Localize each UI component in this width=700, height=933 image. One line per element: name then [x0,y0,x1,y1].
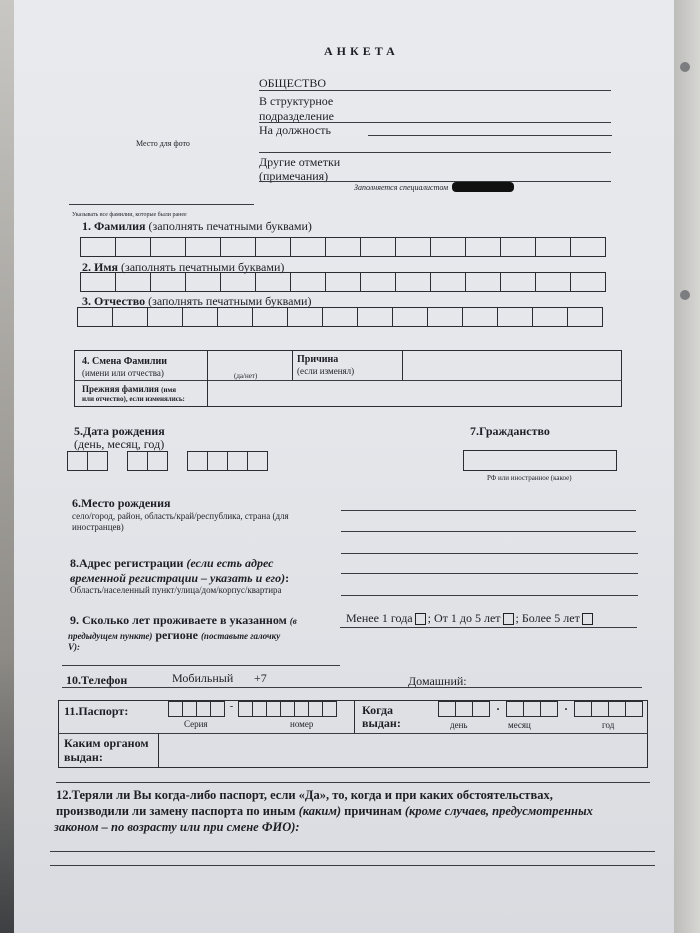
residence-options[interactable]: Менее 1 года ; От 1 до 5 лет ; Более 5 лет [346,611,595,626]
org-field-division: В структурное [259,94,334,108]
citizenship-field[interactable] [463,450,617,471]
passport-label: 11.Паспорт: [64,704,129,718]
binder-right [670,0,700,933]
birthplace-sub2: иностранцев) [72,522,124,532]
org-field-division2: подразделение [259,109,334,123]
reason-sub: (если изменял) [297,366,355,376]
issue-date-cells[interactable]: . . [439,701,643,717]
patronymic-label: 3. Отчество (заполнять печатными буквами) [82,294,312,308]
lost-passport-question-2: производили ли замену паспорта по иным (каким) причинам (кроме случаев, предусмотренных [56,804,593,818]
name-change-label: 4. Смена Фамилии [82,356,168,367]
checkbox-1-to-5-years[interactable] [503,613,514,625]
name-change-sub: (имени или отчества) [82,368,164,378]
issue-year-label: год [602,720,615,730]
filled-by-note: Заполняется специалистом [354,183,449,192]
previous-surname-label: Прежняя фамилия (имя [82,384,177,394]
passport-series-label: Серия [184,719,208,729]
home-phone-label: Домашний: [408,674,467,688]
surname-cells[interactable] [81,237,606,257]
org-field-notes: Другие отметки [259,155,341,169]
patronymic-cells[interactable] [78,307,603,327]
birthdate-sub: (день, месяц, год) [74,437,165,451]
issued-when-label: Когда [362,703,394,717]
phone-label: 10.Телефон [66,673,128,687]
residence-label: 9. Сколько лет проживаете в указанном (в [70,613,297,627]
issue-day-label: день [450,720,468,730]
issue-month-label: месяц [508,720,531,730]
citizenship-label: 7.Гражданство [470,424,550,438]
lost-passport-question-3: законом – по возрасту или при смене ФИО): [54,820,300,834]
issuer-label: Каким органом [64,736,149,750]
page-title: АНКЕТА [324,44,399,58]
registration-note: временной регистрации – указать и его): [70,571,290,585]
mobile-label: Мобильный [172,671,234,685]
org-field-notes2: (примечания) [259,169,329,183]
lost-passport-question-1: 12.Теряли ли Вы когда-либо паспорт, если «Да», то, когда и при каких обстоятельствах, [56,788,553,802]
previous-surname-sub: или отчество), если изменялись: [82,395,185,403]
reason-label: Причина [297,354,339,365]
registration-label: 8.Адрес регистрации (если есть адрес [70,556,274,570]
name-label: 2. Имя (заполнять печатными буквами) [82,260,285,274]
birth-month-cells[interactable] [128,451,168,471]
name-change-yesno[interactable]: (да/нет) [234,372,258,380]
citizenship-sub: РФ или иностранное (какое) [487,474,572,482]
passport-series-number-cells[interactable]: - [169,701,337,717]
photo-label: Место для фото [136,139,190,148]
surname-label: 1. Фамилия (заполнять печатными буквами) [82,219,312,233]
checkbox-more-5-years[interactable] [582,613,593,625]
residence-label2: предыдущем пункте) регионе (поставьте галочку [68,628,281,642]
issuer-label2: выдан: [64,750,103,764]
name-cells[interactable] [81,272,606,292]
form-sheet [14,0,674,933]
prev-names-note: Указывать все фамилии, которые были ранее [72,212,187,218]
birth-year-cells[interactable] [188,451,268,471]
mobile-code: +7 [254,671,267,685]
org-field-position: На должность [259,123,331,137]
birth-day-cells[interactable] [68,451,108,471]
passport-number-label: номер [290,719,314,729]
issued-when-label2: выдан: [362,716,401,730]
registration-sub: Область/населенный пункт/улица/дом/корпус/квартира [70,585,282,595]
birthplace-sub: село/город, район, область/край/республика, страна (для [72,511,289,521]
birthplace-label: 6.Место рождения [72,496,171,510]
residence-label3: V): [68,642,80,652]
checkbox-less-1-year[interactable] [415,613,426,625]
redacted-name [452,182,514,192]
birthdate-label: 5.Дата рождения [74,424,165,438]
org-field-company: ОБЩЕСТВО [259,76,326,90]
